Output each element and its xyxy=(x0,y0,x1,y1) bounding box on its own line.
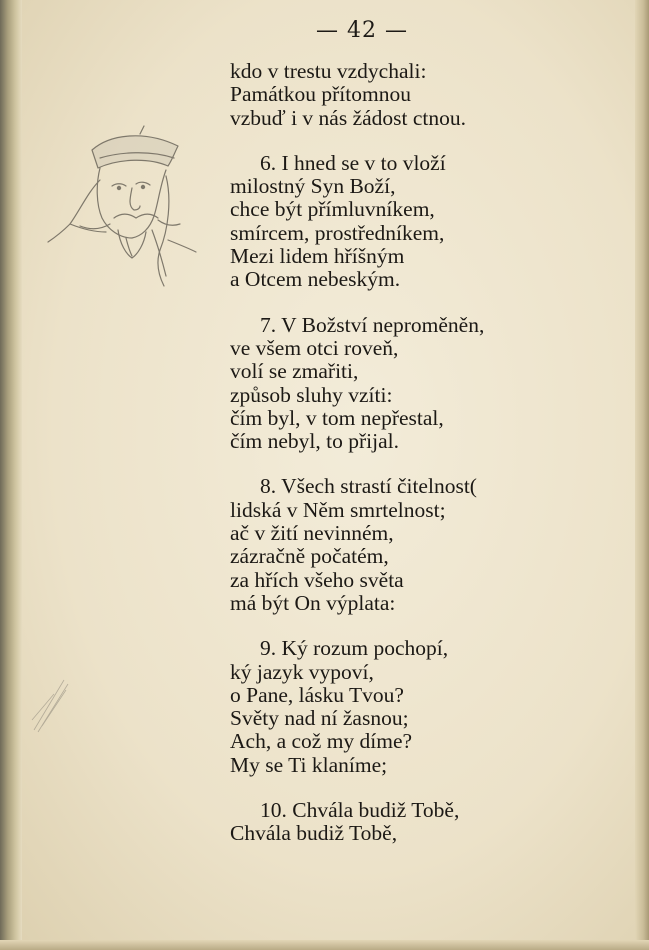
verse-line: vzbuď i v nás žádost ctnou. xyxy=(230,105,467,130)
verse-line: čím byl, v tom nepřestal, xyxy=(230,405,444,430)
verse-line-numbered: 9. Ký rozum pochopí, xyxy=(260,636,449,661)
verse-line: za hřích všeho světa xyxy=(230,567,404,592)
verse-line-numbered: 10. Chvála budiž Tobě, xyxy=(260,798,460,823)
verse-line: volí se zmařiti, xyxy=(230,359,359,384)
stanza-continuation xyxy=(230,60,630,130)
verse-line: Chvála budiž Tobě, xyxy=(230,821,398,846)
verse-line-numbered: 8. Všech strastí čitelnost( xyxy=(260,474,477,499)
verse-line: My se Ti klaníme; xyxy=(230,752,388,777)
verse-line: Ach, a což my díme? xyxy=(230,729,413,754)
stanza-9 xyxy=(230,637,630,777)
verse-line: zázračně počatém, xyxy=(230,544,389,569)
page-edge-right xyxy=(635,0,649,950)
verse-line: a Otcem nebeským. xyxy=(230,267,401,292)
verse-line: milostný Syn Boží, xyxy=(230,174,396,199)
verse-line: má být On výplata: xyxy=(230,590,396,615)
verse-line: kdo v trestu vzdychali: xyxy=(230,59,427,83)
verse-line-numbered: 6. I hned se v to vloží xyxy=(260,150,446,175)
verse-line: Světy nad ní žasnou; xyxy=(230,706,409,731)
stanza-10 xyxy=(230,799,630,846)
verse-line: čím nebyl, to přijal. xyxy=(230,429,399,454)
page-edge-bottom xyxy=(0,940,649,950)
pencil-portrait-sketch xyxy=(40,120,200,290)
verse-line: způsob sluhy vzíti: xyxy=(230,382,393,407)
verse-line: lidská v Něm smrtelnost; xyxy=(230,497,446,522)
verse-line: o Pane, lásku Tvou? xyxy=(230,682,404,707)
stanza-6 xyxy=(230,152,630,292)
page-number: — 42 — xyxy=(316,18,408,43)
verse-line: ve všem otci roveň, xyxy=(230,335,399,360)
page-binding xyxy=(0,0,22,950)
verse-line: ký jazyk vypoví, xyxy=(230,659,374,684)
verse-line: chce být přímluvníkem, xyxy=(230,197,435,222)
stanza-7 xyxy=(230,314,630,454)
verse-line-numbered: 7. V Božství neproměněn, xyxy=(260,312,485,337)
stanza-8 xyxy=(230,475,630,615)
verse-line: ač v žití nevinném, xyxy=(230,521,394,546)
verse-line: Mezi lidem hříšným xyxy=(230,244,405,269)
pencil-smudge xyxy=(24,660,84,740)
hymn-text xyxy=(230,60,630,846)
verse-line: Památkou přítomnou xyxy=(230,82,411,107)
verse-line: smírcem, prostředníkem, xyxy=(230,220,445,245)
